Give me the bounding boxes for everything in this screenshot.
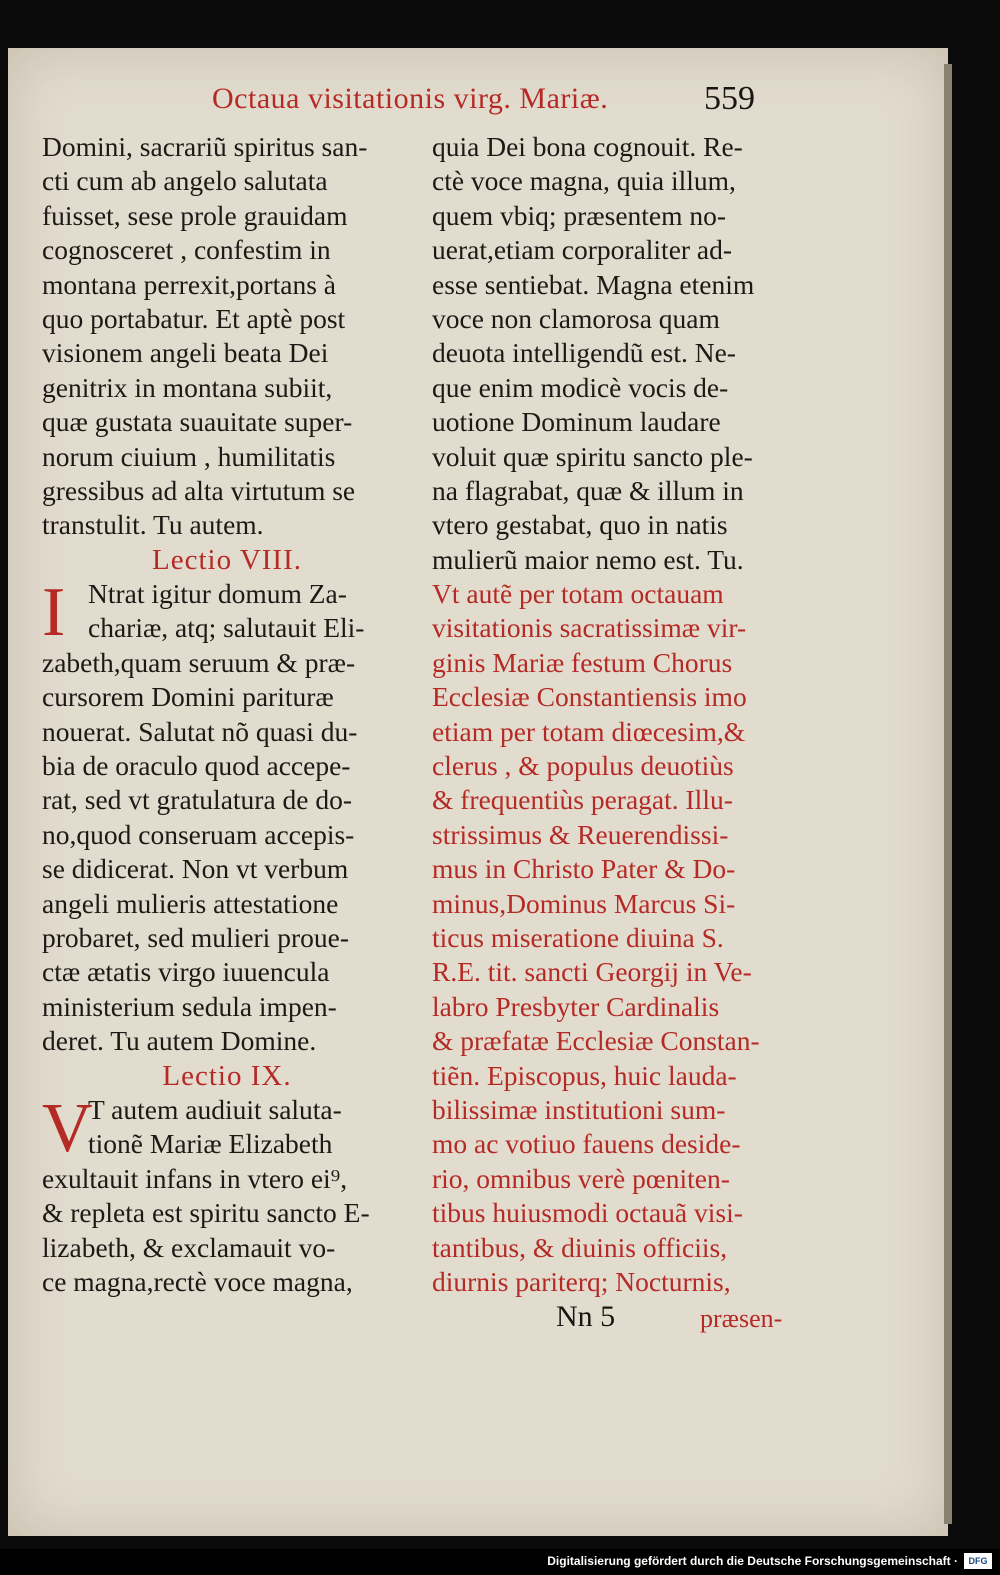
running-head: Octaua visitationis virg. Mariæ. [212, 82, 609, 115]
rubric-line: clerus , & populus deuotiùs [432, 750, 734, 782]
text-line: fuisset, sese prole grauidam [42, 199, 348, 231]
rubric-line: etiam per totam diœcesim,& [432, 715, 746, 747]
text-line: chariæ, atq; salutauit Eli- [88, 612, 365, 644]
paragraph-continuation [42, 130, 412, 543]
text-line: & repleta est spiritu sancto E- [42, 1197, 370, 1229]
rubric-line: minus,Dominus Marcus Si- [432, 887, 736, 919]
text-line: quem vbiq; præsentem no- [432, 199, 727, 231]
text-line: genitrix in montana subiit, [42, 371, 333, 403]
text-line: no,quod conseruam accepis- [42, 818, 355, 850]
text-line: cognosceret , confestim in [42, 234, 331, 266]
rubric-block [432, 577, 802, 1299]
rubric-line: bilissimæ institutioni sum- [432, 1093, 726, 1125]
catchword: præsen- [700, 1304, 783, 1333]
left-column [42, 130, 412, 1299]
lectio-9-heading: Lectio IX. [162, 1059, 292, 1092]
text-line: voluit quæ spiritu sancto ple- [432, 440, 753, 472]
rubric-line: ticus miseratione diuina S. [432, 921, 724, 953]
rubric-line: Vt autẽ per totam octauam [432, 578, 724, 610]
text-line: gressibus ad alta virtutum se [42, 474, 356, 506]
rubric-line: tiẽn. Episcopus, huic lauda- [432, 1059, 737, 1091]
text-line: ce magna,rectè voce magna, [42, 1265, 353, 1297]
text-line: Ntrat igitur domum Za- [88, 578, 347, 610]
rubric-line: & frequentiùs peragat. Illu- [432, 784, 733, 816]
text-line: exultauit infans in vtero ei⁹, [42, 1162, 348, 1194]
text-line: ctæ ætatis virgo iuuencula [42, 956, 330, 988]
rubric-line: tantibus, & diuinis officiis, [432, 1231, 728, 1263]
text-line: quo portabatur. Et aptè post [42, 302, 346, 334]
rubric-line: diurnis pariterq; Nocturnis, [432, 1265, 731, 1297]
text-line: rat, sed vt gratulatura de do- [42, 784, 353, 816]
text-line: que enim modicè vocis de- [432, 371, 729, 403]
lectio-8-heading: Lectio VIII. [152, 543, 302, 576]
text-line: esse sentiebat. Magna etenim [432, 268, 755, 300]
text-line: norum ciuium , humilitatis [42, 440, 336, 472]
text-line: visionem angeli beata Dei [42, 337, 329, 369]
text-line: cti cum ab angelo salutata [42, 165, 328, 197]
text-line: montana perrexit,portans à [42, 268, 336, 300]
text-line: uerat,etiam corporaliter ad- [432, 234, 733, 266]
page-number: 559 [704, 80, 755, 117]
rubric-line: mus in Christo Pater & Do- [432, 853, 736, 885]
right-column [432, 130, 802, 1299]
text-line: voce non clamorosa quam [432, 302, 720, 334]
drop-cap-initial: V [42, 1089, 93, 1167]
lectio-9-continuation [432, 130, 802, 577]
text-line: lizabeth, & exclamauit vo- [42, 1231, 336, 1263]
text-line: transtulit. Tu autem. [42, 509, 264, 541]
text-line: probaret, sed mulieri proue- [42, 921, 349, 953]
text-line: quia Dei bona cognouit. Re- [432, 131, 743, 162]
rubric-line: visitationis sacratissimæ vir- [432, 612, 747, 644]
page-header [212, 82, 952, 130]
rubric-line: tibus huiusmodi octauã visi- [432, 1197, 743, 1229]
text-line: T autem audiuit saluta- [88, 1093, 342, 1125]
rubric-line: strissimus & Reuerendissi- [432, 818, 729, 850]
rubric-line: Ecclesiæ Constantiensis imo [432, 681, 747, 713]
text-line: mulierũ maior nemo est. Tu. [432, 543, 744, 575]
footer-credit: Digitalisierung gefördert durch die Deutsche Forschungsgemeinschaft · [547, 1554, 958, 1568]
text-line: Domini, sacrariũ spiritus san- [42, 131, 368, 162]
page-edge [944, 64, 952, 1524]
lectio-9-body [42, 1162, 412, 1300]
drop-cap-initial: I [42, 574, 66, 652]
dfg-logo: DFG [964, 1553, 992, 1569]
text-line: nouerat. Salutat nõ quasi du- [42, 715, 358, 747]
text-line: ctè voce magna, quia illum, [432, 165, 736, 197]
rubric-line: mo ac votiuo fauens deside- [432, 1128, 741, 1160]
signature-mark: Nn 5 [556, 1300, 616, 1333]
text-line: quæ gustata suauitate super- [42, 406, 353, 438]
rubric-line: labro Presbyter Cardinalis [432, 990, 720, 1022]
text-line: na flagrabat, quæ & illum in [432, 474, 744, 506]
rubric-line: R.E. tit. sancti Georgij in Ve- [432, 956, 752, 988]
lectio-9-opening [42, 1089, 412, 1167]
text-line: bia de oraculo quod accepe- [42, 750, 351, 782]
text-line: deuota intelligendũ est. Ne- [432, 337, 736, 369]
footer-bar [0, 1549, 1000, 1575]
text-line: deret. Tu autem Domine. [42, 1025, 317, 1057]
rubric-line: ginis Mariæ festum Chorus [432, 646, 733, 678]
lectio-8-body [42, 646, 412, 1059]
text-line: se didicerat. Non vt verbum [42, 853, 349, 885]
text-line: tionẽ Mariæ Elizabeth [88, 1128, 333, 1160]
rubric-line: rio, omnibus verè pœniten- [432, 1162, 730, 1194]
text-line: angeli mulieris attestatione [42, 887, 339, 919]
lectio-8-opening [42, 574, 412, 652]
text-line: ministerium sedula impen- [42, 990, 337, 1022]
rubric-line: & præfatæ Ecclesiæ Constan- [432, 1025, 760, 1057]
text-line: cursorem Domini parituræ [42, 681, 334, 713]
text-line: vtero gestabat, quo in natis [432, 509, 728, 541]
text-line: zabeth,quam seruum & præ- [42, 646, 356, 678]
text-line: uotione Dominum laudare [432, 406, 721, 438]
